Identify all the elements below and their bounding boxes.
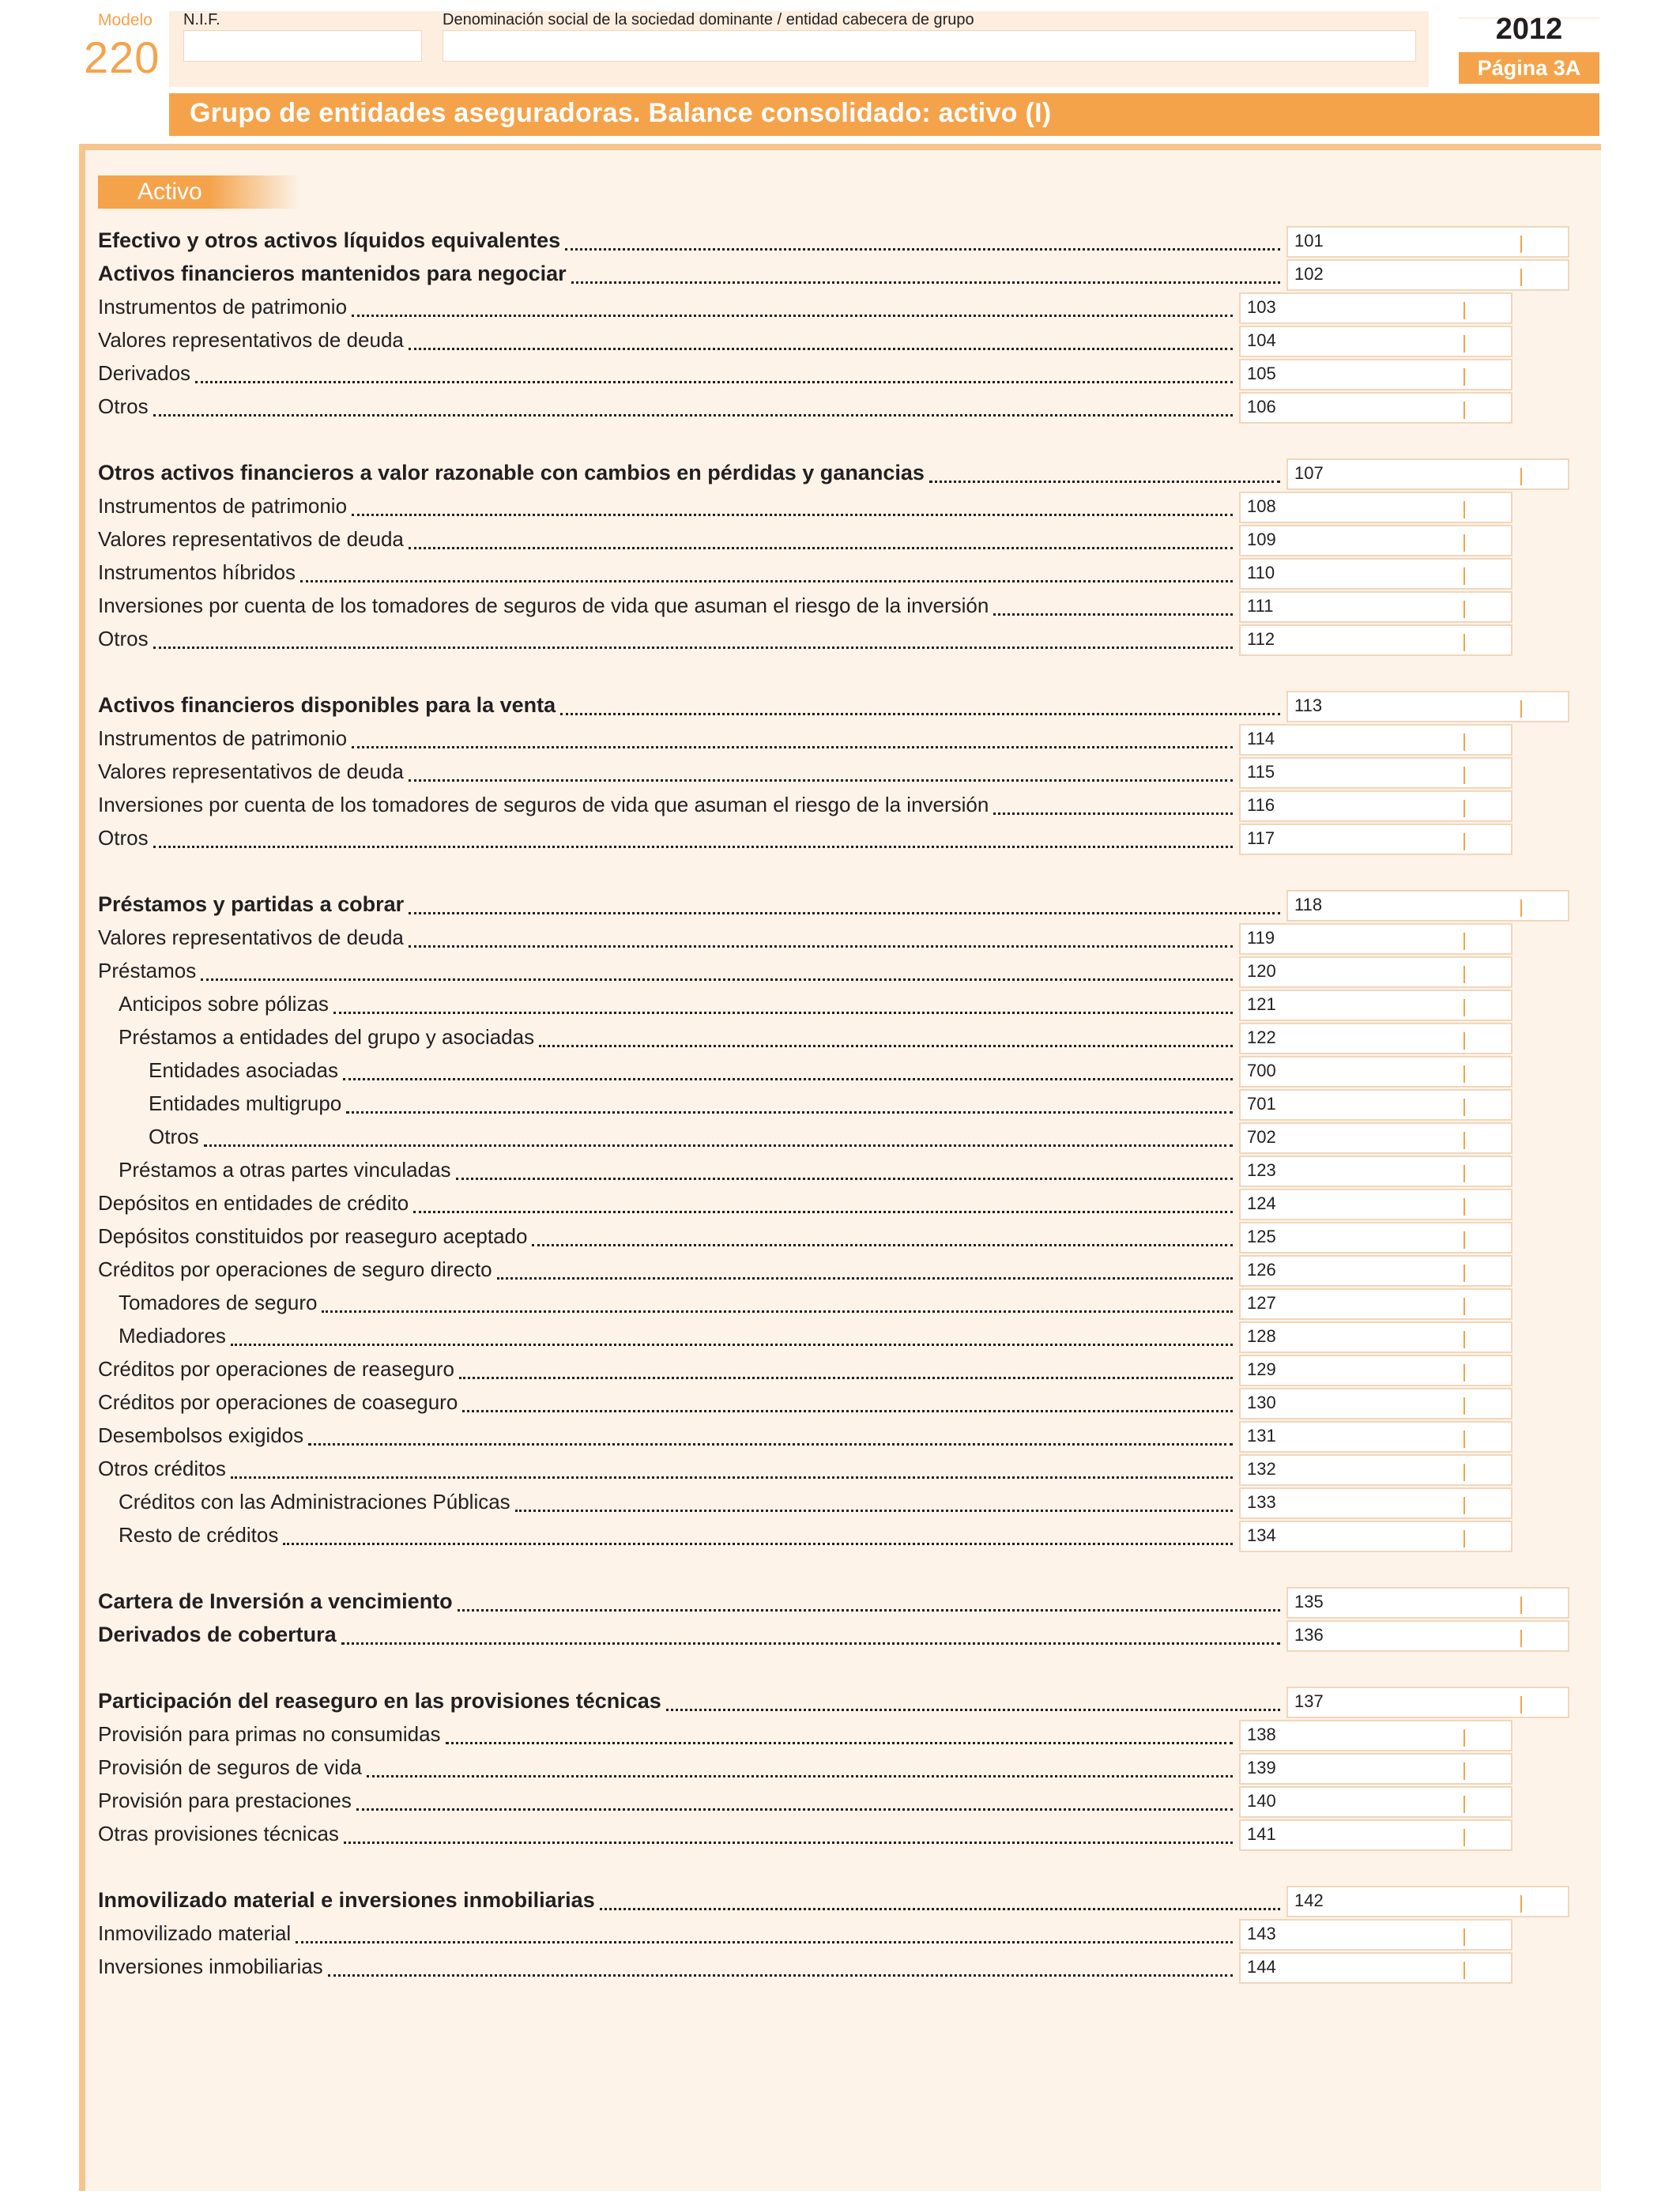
amount-field-134[interactable]	[1285, 1521, 1512, 1552]
box-code: 126	[1239, 1255, 1285, 1287]
amount-field-106[interactable]	[1285, 392, 1512, 424]
form-row-108	[98, 492, 1512, 523]
box-code: 115	[1239, 757, 1285, 789]
row-label: Otros	[98, 627, 149, 650]
box-code: 109	[1239, 525, 1285, 556]
decimal-separator-mark	[1463, 1464, 1465, 1481]
amount-field-110[interactable]	[1285, 558, 1512, 590]
amount-field-127[interactable]	[1285, 1288, 1512, 1320]
row-label: Cartera de Inversión a vencimiento	[98, 1589, 453, 1613]
decimal-separator-mark	[1463, 1065, 1465, 1083]
decimal-separator-mark	[1463, 1729, 1465, 1747]
decimal-separator-mark	[1463, 1265, 1465, 1282]
amount-field-129[interactable]	[1285, 1355, 1512, 1386]
row-label: Entidades multigrupo	[149, 1091, 342, 1115]
form-row-124	[98, 1189, 1512, 1220]
amount-field-104[interactable]	[1285, 326, 1512, 357]
box-code: 136	[1286, 1620, 1332, 1652]
row-label: Créditos con las Administraciones Públicas	[119, 1490, 510, 1514]
leader-dots	[352, 315, 1233, 317]
decimal-separator-mark	[1463, 1397, 1465, 1415]
box-code: 128	[1239, 1321, 1285, 1353]
row-label: Depósitos constituidos por reaseguro aceptado	[98, 1224, 528, 1248]
leader-dots	[333, 1012, 1233, 1014]
form-row-134	[98, 1521, 1512, 1552]
decimal-separator-mark	[1520, 468, 1522, 485]
box-code: 137	[1286, 1687, 1332, 1718]
form-row-127	[98, 1288, 1512, 1320]
decimal-separator-mark	[1463, 1099, 1465, 1116]
box-code: 113	[1286, 691, 1332, 722]
box-code: 129	[1239, 1355, 1285, 1386]
leader-dots	[283, 1543, 1233, 1545]
box-code: 120	[1239, 956, 1285, 988]
leader-dots	[409, 547, 1233, 549]
form-row-104	[98, 326, 1512, 357]
amount-field-118[interactable]	[1332, 890, 1569, 922]
row-label: Otros créditos	[98, 1457, 226, 1480]
box-code: 116	[1239, 790, 1285, 822]
row-label: Otros	[98, 826, 149, 850]
decimal-separator-mark	[1463, 1298, 1465, 1315]
box-code: 702	[1239, 1122, 1285, 1154]
amount-field-101[interactable]	[1332, 226, 1569, 258]
row-label: Provisión de seguros de vida	[98, 1755, 362, 1779]
row-label: Mediadores	[119, 1324, 226, 1348]
row-label: Desembolsos exigidos	[98, 1423, 304, 1447]
box-code: 125	[1239, 1222, 1285, 1253]
leader-dots	[532, 1244, 1233, 1246]
amount-field-107[interactable]	[1332, 458, 1569, 490]
box-code: 134	[1239, 1521, 1285, 1552]
decimal-separator-mark	[1520, 899, 1522, 917]
row-label: Depósitos en entidades de crédito	[98, 1191, 409, 1215]
decimal-separator-mark	[1463, 800, 1465, 817]
leader-dots	[231, 1344, 1233, 1346]
decimal-separator-mark	[1463, 1762, 1465, 1780]
box-code: 701	[1239, 1089, 1285, 1121]
amount-field-113[interactable]	[1332, 691, 1569, 722]
box-code: 131	[1239, 1421, 1285, 1453]
decimal-separator-mark	[1463, 1928, 1465, 1946]
decimal-separator-mark	[1463, 401, 1465, 419]
leader-dots	[352, 746, 1233, 748]
leader-dots	[409, 912, 1280, 914]
amount-field-136[interactable]	[1332, 1620, 1569, 1652]
amount-field-142[interactable]	[1332, 1886, 1569, 1917]
form-row-700	[98, 1056, 1512, 1088]
form-row-121	[98, 990, 1512, 1021]
denominacion-field[interactable]	[443, 30, 1416, 62]
leader-dots	[195, 381, 1233, 383]
amount-field-119[interactable]	[1285, 923, 1512, 955]
box-code: 105	[1239, 359, 1285, 390]
leader-dots	[993, 613, 1233, 616]
leader-dots	[456, 1178, 1233, 1180]
leader-dots	[600, 1908, 1280, 1910]
box-code: 140	[1239, 1786, 1285, 1818]
box-code: 106	[1239, 392, 1285, 424]
leader-dots	[413, 1211, 1233, 1213]
amount-field-112[interactable]	[1285, 624, 1512, 656]
form-row-131	[98, 1421, 1512, 1453]
box-code: 132	[1239, 1454, 1285, 1486]
form-row-115	[98, 757, 1512, 789]
nif-label: N.I.F.	[183, 11, 220, 28]
leader-dots	[346, 1111, 1233, 1114]
amount-field-128[interactable]	[1285, 1321, 1512, 1353]
form-row-128	[98, 1321, 1512, 1353]
box-code: 104	[1239, 326, 1285, 357]
decimal-separator-mark	[1463, 534, 1465, 552]
decimal-separator-mark	[1463, 567, 1465, 585]
amount-field-124[interactable]	[1285, 1189, 1512, 1220]
row-label: Participación del reaseguro en las provisiones técnicas	[98, 1689, 661, 1713]
row-label: Inversiones por cuenta de los tomadores de seguros de vida que asuman el riesgo de la inversión	[98, 793, 989, 816]
box-code: 135	[1286, 1587, 1332, 1619]
row-label: Provisión para prestaciones	[98, 1789, 352, 1812]
box-code: 108	[1239, 492, 1285, 523]
leader-dots	[409, 945, 1233, 948]
form-row-112	[98, 624, 1512, 656]
leader-dots	[515, 1510, 1233, 1512]
decimal-separator-mark	[1520, 1630, 1522, 1647]
form-row-123	[98, 1155, 1512, 1187]
form-row-125	[98, 1222, 1512, 1253]
form-row-133	[98, 1487, 1512, 1519]
form-row-130	[98, 1388, 1512, 1419]
form-row-107	[98, 458, 1569, 490]
leader-dots	[153, 846, 1233, 848]
leader-dots	[462, 1410, 1233, 1412]
amount-field-143[interactable]	[1285, 1919, 1512, 1951]
year: 2012	[1495, 13, 1563, 46]
leader-dots	[367, 1775, 1233, 1777]
row-label: Derivados de cobertura	[98, 1623, 337, 1646]
decimal-separator-mark	[1463, 1132, 1465, 1149]
form-row-132	[98, 1454, 1512, 1486]
form-row-116	[98, 790, 1512, 822]
amount-field-140[interactable]	[1285, 1786, 1512, 1818]
row-label: Préstamos	[98, 959, 197, 982]
decimal-separator-mark	[1463, 1032, 1465, 1050]
decimal-separator-mark	[1463, 1497, 1465, 1514]
decimal-separator-mark	[1463, 999, 1465, 1016]
form-row-144	[98, 1952, 1512, 1984]
form-row-113	[98, 691, 1569, 722]
modelo-label: Modelo	[98, 11, 153, 29]
amount-field-135[interactable]	[1332, 1587, 1569, 1619]
form-row-140	[98, 1786, 1512, 1818]
amount-field-138[interactable]	[1285, 1720, 1512, 1751]
row-label: Otras provisiones técnicas	[98, 1822, 339, 1845]
box-code: 107	[1286, 458, 1332, 490]
decimal-separator-mark	[1463, 733, 1465, 751]
leader-dots	[344, 1842, 1233, 1844]
form-row-701	[98, 1089, 1512, 1121]
decimal-separator-mark	[1463, 1829, 1465, 1846]
row-label: Anticipos sobre pólizas	[119, 992, 329, 1016]
leader-dots	[356, 1808, 1233, 1811]
box-code: 102	[1286, 259, 1332, 291]
row-label: Otros	[149, 1125, 199, 1148]
box-code: 121	[1239, 990, 1285, 1021]
box-code: 114	[1239, 724, 1285, 756]
form-row-143	[98, 1919, 1512, 1951]
form-row-138	[98, 1720, 1512, 1751]
box-code: 119	[1239, 923, 1285, 955]
row-label: Valores representativos de deuda	[98, 925, 404, 949]
form-row-119	[98, 923, 1512, 955]
amount-field-126[interactable]	[1285, 1255, 1512, 1287]
leader-dots	[201, 978, 1233, 981]
amount-field-132[interactable]	[1285, 1454, 1512, 1486]
decimal-separator-mark	[1463, 1530, 1465, 1547]
form-row-702	[98, 1122, 1512, 1154]
box-code: 111	[1239, 591, 1285, 623]
row-label: Instrumentos de patrimonio	[98, 494, 348, 518]
section-tab-activo: Activo	[98, 175, 300, 209]
amount-field-125[interactable]	[1285, 1222, 1512, 1253]
row-label: Instrumentos de patrimonio	[98, 295, 348, 319]
leader-dots	[409, 348, 1233, 350]
amount-field-108[interactable]	[1285, 492, 1512, 523]
row-label: Derivados	[98, 361, 191, 385]
box-code: 130	[1239, 1388, 1285, 1419]
amount-field-702[interactable]	[1285, 1122, 1512, 1154]
amount-field-131[interactable]	[1285, 1421, 1512, 1453]
row-label: Préstamos a entidades del grupo y asociadas	[119, 1025, 535, 1049]
row-label: Préstamos a otras partes vinculadas	[119, 1158, 451, 1182]
row-label: Efectivo y otros activos líquidos equivalentes	[98, 228, 561, 252]
box-code: 144	[1239, 1952, 1285, 1984]
leader-dots	[296, 1941, 1233, 1943]
leader-dots	[666, 1709, 1280, 1711]
row-label: Créditos por operaciones de seguro directo	[98, 1257, 492, 1281]
decimal-separator-mark	[1520, 1696, 1522, 1713]
leader-dots	[231, 1476, 1233, 1479]
decimal-separator-mark	[1463, 634, 1465, 651]
box-code: 133	[1239, 1487, 1285, 1519]
box-code: 127	[1239, 1288, 1285, 1320]
leader-dots	[993, 812, 1233, 815]
decimal-separator-mark	[1463, 1198, 1465, 1216]
leader-dots	[341, 1642, 1280, 1645]
page-number: Página 3A	[1459, 52, 1599, 84]
box-code: 141	[1239, 1819, 1285, 1851]
row-label: Inversiones inmobiliarias	[98, 1955, 323, 1978]
amount-field-115[interactable]	[1285, 757, 1512, 789]
row-label: Activos financieros disponibles para la venta	[98, 693, 556, 717]
nif-field[interactable]	[183, 30, 422, 62]
form-row-135	[98, 1587, 1569, 1619]
row-label: Valores representativos de deuda	[98, 760, 404, 783]
row-label: Inmovilizado material	[98, 1921, 292, 1945]
form-row-106	[98, 392, 1512, 424]
row-label: Resto de créditos	[119, 1523, 279, 1547]
decimal-separator-mark	[1520, 1895, 1522, 1913]
box-code: 124	[1239, 1189, 1285, 1220]
amount-field-123[interactable]	[1285, 1155, 1512, 1187]
decimal-separator-mark	[1463, 1331, 1465, 1348]
amount-field-120[interactable]	[1285, 956, 1512, 988]
amount-field-137[interactable]	[1332, 1687, 1569, 1718]
amount-field-139[interactable]	[1285, 1753, 1512, 1785]
box-code: 112	[1239, 624, 1285, 656]
amount-field-103[interactable]	[1285, 292, 1512, 324]
leader-dots	[328, 1974, 1233, 1977]
form-row-118	[98, 890, 1569, 922]
decimal-separator-mark	[1463, 601, 1465, 618]
row-label: Otros activos financieros a valor razonable con cambios en pérdidas y ganancias	[98, 461, 925, 484]
row-label: Préstamos y partidas a cobrar	[98, 892, 405, 916]
decimal-separator-mark	[1463, 501, 1465, 518]
amount-field-109[interactable]	[1285, 525, 1512, 556]
amount-field-141[interactable]	[1285, 1819, 1512, 1851]
decimal-separator-mark	[1463, 335, 1465, 352]
leader-dots	[539, 1045, 1233, 1047]
leader-dots	[497, 1277, 1233, 1280]
form-row-142	[98, 1886, 1569, 1917]
form-row-141	[98, 1819, 1512, 1851]
box-code: 122	[1239, 1023, 1285, 1054]
leader-dots	[565, 248, 1280, 251]
form-row-103	[98, 292, 1512, 324]
amount-field-117[interactable]	[1285, 824, 1512, 855]
amount-field-111[interactable]	[1285, 591, 1512, 623]
leader-dots	[458, 1609, 1280, 1612]
form-row-126	[98, 1255, 1512, 1287]
decimal-separator-mark	[1463, 1962, 1465, 1979]
form-row-122	[98, 1023, 1512, 1054]
leader-dots	[459, 1377, 1233, 1379]
leader-dots	[322, 1310, 1233, 1313]
row-label: Créditos por operaciones de reaseguro	[98, 1357, 454, 1381]
row-label: Otros	[98, 394, 149, 418]
form-row-136	[98, 1620, 1569, 1652]
leader-dots	[153, 414, 1233, 417]
row-label: Valores representativos de deuda	[98, 527, 404, 551]
decimal-separator-mark	[1463, 833, 1465, 850]
form-row-129	[98, 1355, 1512, 1386]
leader-dots	[560, 713, 1280, 715]
form-row-110	[98, 558, 1512, 590]
form-row-111	[98, 591, 1512, 623]
row-label: Provisión para primas no consumidas	[98, 1722, 441, 1746]
decimal-separator-mark	[1520, 700, 1522, 718]
box-code: 123	[1239, 1155, 1285, 1187]
box-code: 700	[1239, 1056, 1285, 1088]
amount-field-701[interactable]	[1285, 1089, 1512, 1121]
row-label: Instrumentos híbridos	[98, 560, 296, 584]
leader-dots	[308, 1443, 1233, 1446]
decimal-separator-mark	[1463, 1165, 1465, 1182]
decimal-separator-mark	[1520, 1596, 1522, 1614]
decimal-separator-mark	[1463, 302, 1465, 319]
form-row-139	[98, 1753, 1512, 1785]
leader-dots	[352, 514, 1233, 516]
leader-dots	[343, 1078, 1233, 1080]
decimal-separator-mark	[1463, 767, 1465, 784]
box-code: 101	[1286, 226, 1332, 258]
box-code: 117	[1239, 824, 1285, 855]
form-row-120	[98, 956, 1512, 988]
amount-field-105[interactable]	[1285, 359, 1512, 390]
decimal-separator-mark	[1520, 236, 1522, 253]
leader-dots	[409, 779, 1233, 782]
decimal-separator-mark	[1463, 1796, 1465, 1813]
amount-field-144[interactable]	[1285, 1952, 1512, 1984]
amount-field-102[interactable]	[1332, 259, 1569, 291]
row-label: Valores representativos de deuda	[98, 328, 404, 352]
row-label: Créditos por operaciones de coaseguro	[98, 1390, 458, 1414]
denominacion-label: Denominación social de la sociedad dominante / entidad cabecera de grupo	[443, 11, 974, 28]
amount-field-114[interactable]	[1285, 724, 1512, 756]
leader-dots	[204, 1144, 1233, 1147]
decimal-separator-mark	[1520, 269, 1522, 286]
box-code: 143	[1239, 1919, 1285, 1951]
modelo-number: 220	[84, 32, 160, 82]
row-label: Activos financieros mantenidos para negociar	[98, 262, 567, 285]
row-label: Tomadores de seguro	[119, 1291, 318, 1314]
leader-dots	[571, 281, 1280, 284]
box-code: 142	[1286, 1886, 1332, 1917]
decimal-separator-mark	[1463, 933, 1465, 950]
box-code: 110	[1239, 558, 1285, 590]
decimal-separator-mark	[1463, 1431, 1465, 1448]
box-code: 138	[1239, 1720, 1285, 1751]
decimal-separator-mark	[1463, 1364, 1465, 1382]
form-row-109	[98, 525, 1512, 556]
decimal-separator-mark	[1463, 368, 1465, 386]
leader-dots	[929, 481, 1280, 483]
form-row-105	[98, 359, 1512, 390]
leader-dots	[300, 580, 1233, 582]
decimal-separator-mark	[1463, 966, 1465, 983]
amount-field-121[interactable]	[1285, 990, 1512, 1021]
amount-field-133[interactable]	[1285, 1487, 1512, 1519]
row-label: Entidades asociadas	[149, 1058, 338, 1082]
decimal-separator-mark	[1463, 1231, 1465, 1249]
row-label: Instrumentos de patrimonio	[98, 726, 348, 750]
amount-field-122[interactable]	[1285, 1023, 1512, 1054]
form-row-117	[98, 824, 1512, 855]
form-row-101	[98, 226, 1569, 258]
box-code: 103	[1239, 292, 1285, 324]
form-row-137	[98, 1687, 1569, 1718]
box-code: 139	[1239, 1753, 1285, 1785]
leader-dots	[153, 647, 1233, 649]
amount-field-130[interactable]	[1285, 1388, 1512, 1419]
amount-field-700[interactable]	[1285, 1056, 1512, 1088]
form-row-114	[98, 724, 1512, 756]
row-label: Inversiones por cuenta de los tomadores de seguros de vida que asuman el riesgo de la inversión	[98, 594, 989, 617]
box-code: 118	[1286, 890, 1332, 922]
amount-field-116[interactable]	[1285, 790, 1512, 822]
page-title: Grupo de entidades aseguradoras. Balance consolidado: activo (I)	[190, 98, 1052, 128]
leader-dots	[446, 1742, 1233, 1744]
form-row-102	[98, 259, 1569, 291]
row-label: Inmovilizado material e inversiones inmobiliarias	[98, 1888, 595, 1912]
